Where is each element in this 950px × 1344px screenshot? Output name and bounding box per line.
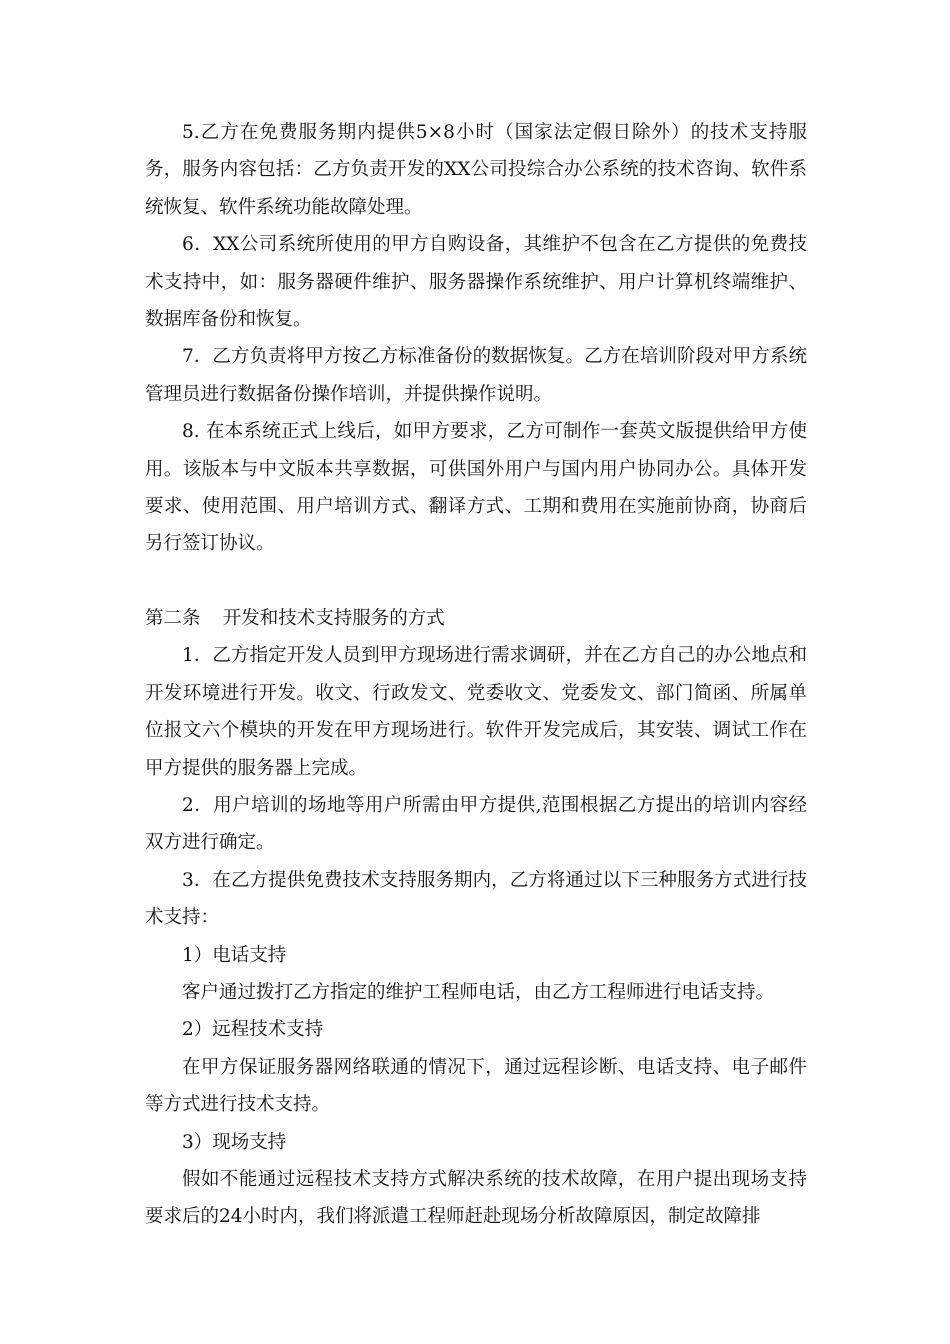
article-two-item-1: 1．乙方指定开发人员到甲方现场进行需求调研，并在乙方自己的办公地点和开发环境进行开发。收文、行政发文、党委收文、党委发文、部门简函、所属单位报文六个模块的开发在甲方现场进行。软件开发完成后，其安装、调试工作在甲方提供的服务器上完成。 — [145, 645, 807, 779]
clause-8: 8. 在本系统正式上线后，如甲方要求，乙方可制作一套英文版提供给甲方使用。该版本与中文版本共享数据，可供国外用户与国内用户协同办公。具体开发要求、使用范围、用户培训方式、翻译方式、工期和费用在实施前协商，协商后另行签订协议。 — [145, 421, 807, 555]
article-title: 开发和技术支持服务的方式 — [222, 607, 445, 629]
support-mode-phone-text: 客户通过拨打乙方指定的维护工程师电话，由乙方工程师进行电话支持。 — [182, 981, 775, 1003]
support-mode-onsite-heading: 3）现场支持 — [182, 1131, 287, 1153]
article-two-item-3: 3．在乙方提供免费技术支持服务期内，乙方将通过以下三种服务方式进行技术支持： — [145, 869, 807, 929]
article-two-heading — [145, 600, 807, 637]
clause-7: 7．乙方负责将甲方按乙方标准备份的数据恢复。乙方在培训阶段对甲方系统管理员进行数据备份操作培训，并提供操作说明。 — [145, 346, 807, 405]
support-mode-onsite-text: 假如不能通过远程技术支持方式解决系统的技术故障，在用户提出现场支持要求后的24小时内，我们将派遣工程师赶赴现场分析故障原因，制定故障排 — [145, 1168, 807, 1228]
support-mode-remote-heading: 2）远程技术支持 — [182, 1019, 324, 1041]
clause-6: 6．XX公司系统所使用的甲方自购设备，其维护不包含在乙方提供的免费技术支持中，如：服务器硬件维护、服务器操作系统维护、用户计算机终端维护、数据库备份和恢复。 — [145, 234, 807, 331]
article-two-item-2: 2．用户培训的场地等用户所需由甲方提供,范围根据乙方提出的培训内容经双方进行确定。 — [145, 794, 807, 854]
clause-5: 5.乙方在免费服务期内提供5×8小时（国家法定假日除外）的技术支持服务，服务内容包括：乙方负责开发的XX公司投综合办公系统的技术咨询、软件系统恢复、软件系统功能故障处理。 — [145, 122, 807, 218]
document-body — [145, 114, 807, 1236]
article-number: 第二条 — [145, 607, 201, 629]
support-mode-phone-heading: 1）电话支持 — [182, 944, 287, 966]
support-mode-remote-text: 在甲方保证服务器网络联通的情况下，通过远程诊断、电话支持、电子邮件等方式进行技术支持。 — [145, 1056, 807, 1116]
